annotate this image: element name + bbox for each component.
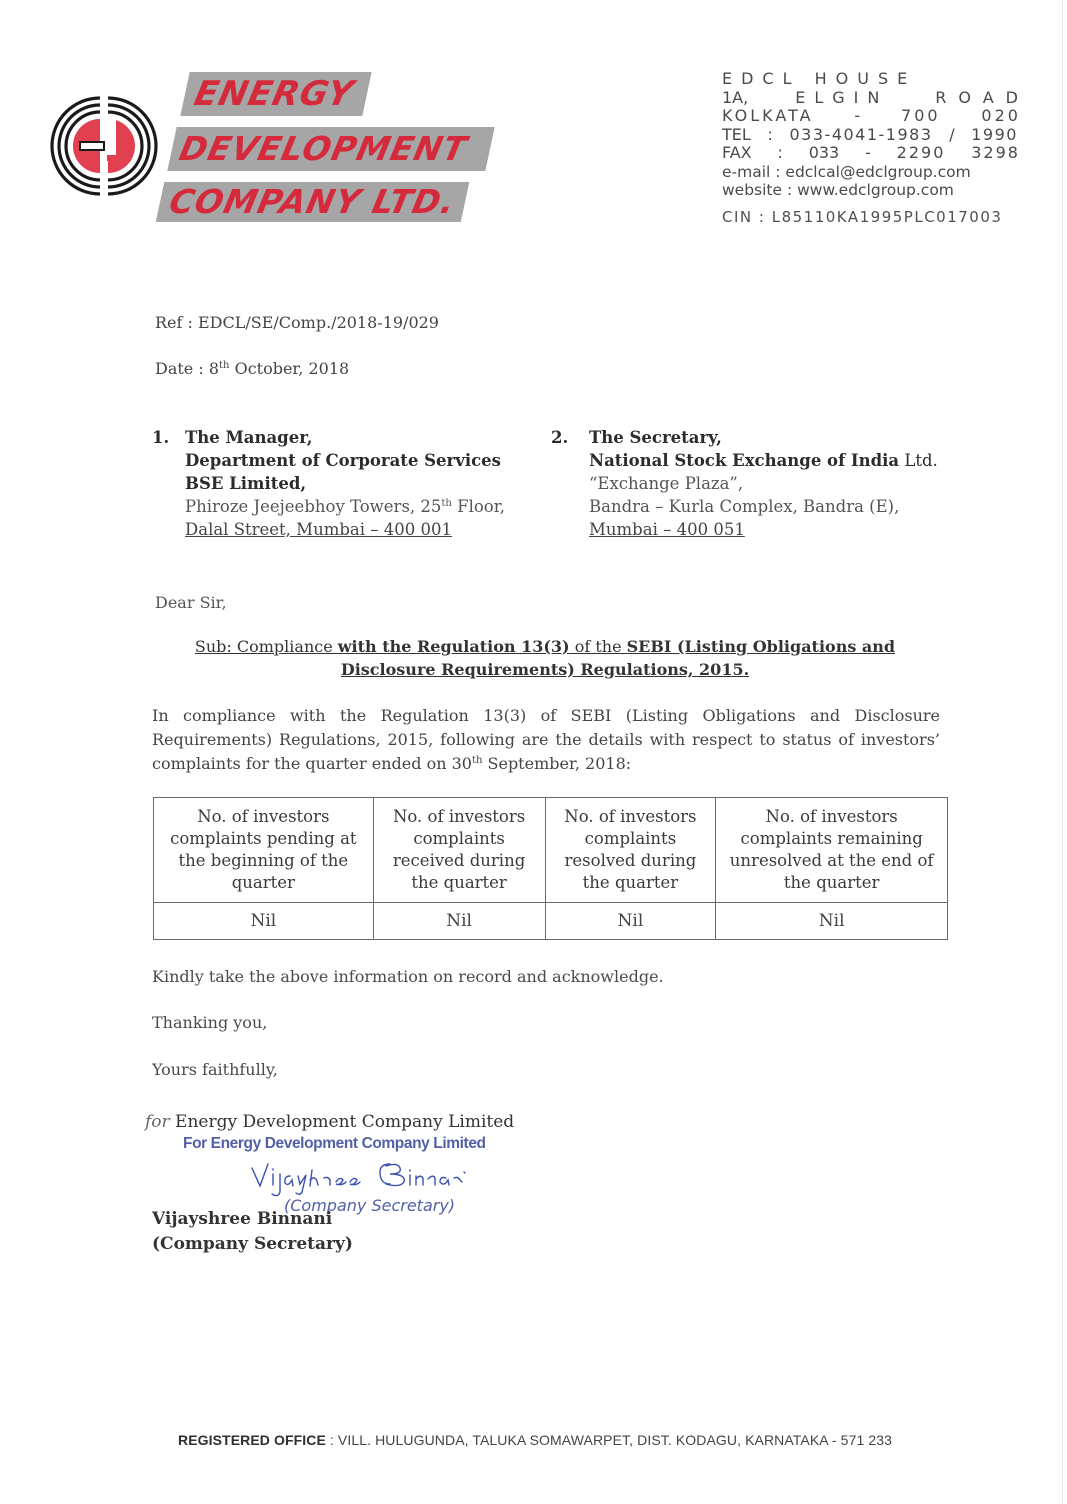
recipient-address-lines	[589, 426, 938, 541]
handwritten-signature-icon	[240, 1158, 480, 1198]
date-label: Date :	[155, 359, 209, 378]
cell-resolved: Nil	[545, 903, 716, 940]
cell-pending: Nil	[154, 903, 374, 940]
date-day: 8	[208, 359, 220, 378]
street-sup: th	[441, 498, 452, 509]
table-row	[154, 903, 948, 940]
ref-number: EDCL/SE/Comp./2018-19/029	[198, 313, 439, 332]
cell-received: Nil	[373, 903, 545, 940]
signer-name: Vijayshree Binnani	[152, 1209, 333, 1229]
fax-colon: :	[777, 143, 783, 162]
address-building: EDCL HOUSE	[722, 69, 917, 88]
org-bold: National Stock Exchange of India	[589, 451, 900, 470]
header-line: the beginning of the	[178, 851, 349, 870]
recipient-organization: BSE Limited,	[185, 474, 307, 493]
recipient-street	[185, 495, 505, 518]
header-resolved	[545, 798, 716, 903]
recipient-city: Dalal Street, Mumbai – 400 001	[185, 520, 452, 539]
tel-ext: 1990	[971, 124, 1018, 144]
address-email[interactable]: e-mail : edclcal@edclgroup.com	[722, 162, 971, 181]
tel-colon: :	[767, 124, 773, 144]
fax-label: FAX	[722, 143, 752, 162]
signature-company-line	[145, 1111, 514, 1134]
subject-sebi: SEBI (Listing Obligations and	[626, 637, 896, 656]
header-line: complaints remaining	[740, 829, 923, 848]
closing-valediction: Yours faithfully,	[152, 1060, 278, 1079]
table-header-row	[154, 798, 948, 903]
subject-line-2	[150, 658, 940, 681]
edcl-emblem-icon	[50, 92, 158, 200]
registered-office-footer	[120, 1432, 950, 1448]
address-street	[722, 87, 1030, 108]
subject-regulations-title: Disclosure Requirements) Regulations, 2015.	[340, 660, 750, 679]
fax-number-1: 2290	[896, 143, 946, 162]
header-line: the quarter	[582, 873, 679, 892]
closing-request: Kindly take the above information on record and acknowledge.	[152, 967, 664, 986]
address-street-type: ROAD	[935, 87, 1030, 107]
recipient-building: “Exchange Plaza”,	[589, 474, 744, 493]
recipient-nse	[551, 426, 951, 546]
paragraph-text-end: September, 2018:	[482, 754, 632, 773]
recipient-title: The Manager,	[185, 428, 313, 447]
address-street-name: ELGIN	[795, 87, 889, 107]
fax-code: 033	[808, 143, 840, 162]
stamp-title: (Company Secretary)	[284, 1196, 456, 1215]
tel-label: TEL	[722, 124, 751, 144]
closing-thanks: Thanking you,	[152, 1013, 268, 1032]
header-line: No. of investors	[765, 807, 898, 826]
header-line: No. of investors	[392, 807, 526, 826]
header-line: No. of investors	[197, 807, 330, 826]
org-suffix: Ltd.	[899, 451, 938, 470]
fax-number-2: 3298	[971, 143, 1020, 162]
recipient-organization	[589, 449, 938, 472]
recipient-title: The Secretary,	[589, 428, 722, 447]
company-address-block	[722, 69, 1030, 226]
ref-label: Ref :	[155, 313, 198, 332]
fax-dash: -	[865, 143, 871, 162]
tel-slash: /	[949, 124, 955, 144]
salutation: Dear Sir,	[155, 593, 227, 612]
logo-text-company: COMPANY LTD.	[165, 182, 460, 221]
street-text: Phiroze Jeejeebhoy Towers, 25	[185, 497, 442, 516]
header-line: complaints pending at	[170, 829, 357, 848]
tel-number: 033-4041-1983	[789, 124, 933, 144]
address-pin-1: 700	[901, 106, 941, 125]
recipient-number: 1.	[152, 428, 170, 447]
recipient-bse	[152, 426, 532, 546]
logo-band-development	[167, 127, 494, 171]
subject-line-1	[150, 635, 940, 658]
company-stamp: For Energy Development Company Limited	[183, 1135, 486, 1152]
header-line: the quarter	[783, 873, 880, 892]
header-line: No. of investors	[564, 807, 697, 826]
reference-line	[155, 311, 439, 334]
recipient-address-lines	[185, 426, 505, 541]
paragraph-text: In compliance with the Regulation 13(3) of SEBI (Listing Obligations and Disclosure Requirements) Regulations, 2015, following are the details with respect to status of investors’ complaints for the quarter ended on 30	[152, 706, 940, 773]
header-line: resolved during	[564, 851, 697, 870]
date-suffix: th	[219, 360, 230, 371]
complaints-table	[153, 797, 948, 940]
for-prefix: for	[145, 1112, 170, 1132]
subject-mid: of the	[569, 637, 627, 656]
logo-band-energy	[180, 72, 371, 116]
header-pending	[154, 798, 374, 903]
header-line: complaints	[413, 829, 505, 848]
recipient-number: 2.	[551, 428, 569, 447]
address-tel	[722, 126, 1018, 145]
footer-label: REGISTERED OFFICE	[177, 1432, 326, 1448]
address-city-dash: -	[854, 106, 861, 125]
recipient-city: Mumbai – 400 051	[589, 520, 745, 539]
paragraph-sup: th	[471, 755, 483, 766]
signature-company: Energy Development Company Limited	[169, 1112, 515, 1132]
signer-title: (Company Secretary)	[152, 1234, 353, 1254]
header-line: quarter	[231, 873, 295, 892]
body-paragraph	[152, 704, 940, 776]
header-received	[373, 798, 545, 903]
subject-line	[150, 635, 940, 681]
header-unresolved	[716, 798, 948, 903]
header-line: unresolved at the end of	[729, 851, 934, 870]
address-city	[722, 106, 1021, 126]
address-fax	[722, 144, 1018, 163]
footer-address: : VILL. HULUGUNDA, TALUKA SOMAWARPET, DIST. KODAGU, KARNATAKA - 571 233	[325, 1432, 892, 1448]
date-line	[155, 357, 349, 380]
address-website[interactable]: website : www.edclgroup.com	[722, 181, 954, 199]
recipient-street: Bandra – Kurla Complex, Bandra (E),	[589, 497, 900, 516]
address-pin-2: 020	[981, 106, 1021, 125]
address-city-name: KOLKATA	[722, 106, 814, 125]
scan-edge	[1062, 0, 1063, 1504]
cell-unresolved: Nil	[716, 903, 948, 940]
logo-band-company	[156, 182, 470, 222]
address-cin: CIN : L85110KA1995PLC017003	[722, 207, 1003, 226]
subject-regulation: with the Regulation 13(3)	[337, 637, 570, 656]
recipient-department: Department of Corporate Services	[185, 451, 501, 470]
header-line: the quarter	[411, 873, 507, 892]
subject-pre: Sub: Compliance	[194, 637, 338, 656]
header-line: complaints	[584, 829, 677, 848]
logo-text-energy: ENERGY	[190, 74, 358, 114]
street-text-end: Floor,	[451, 497, 506, 516]
date-rest: October, 2018	[229, 359, 350, 378]
header-line: received during	[392, 851, 526, 870]
logo-text-development: DEVELOPMENT	[175, 129, 471, 168]
address-street-number: 1A,	[722, 87, 749, 107]
